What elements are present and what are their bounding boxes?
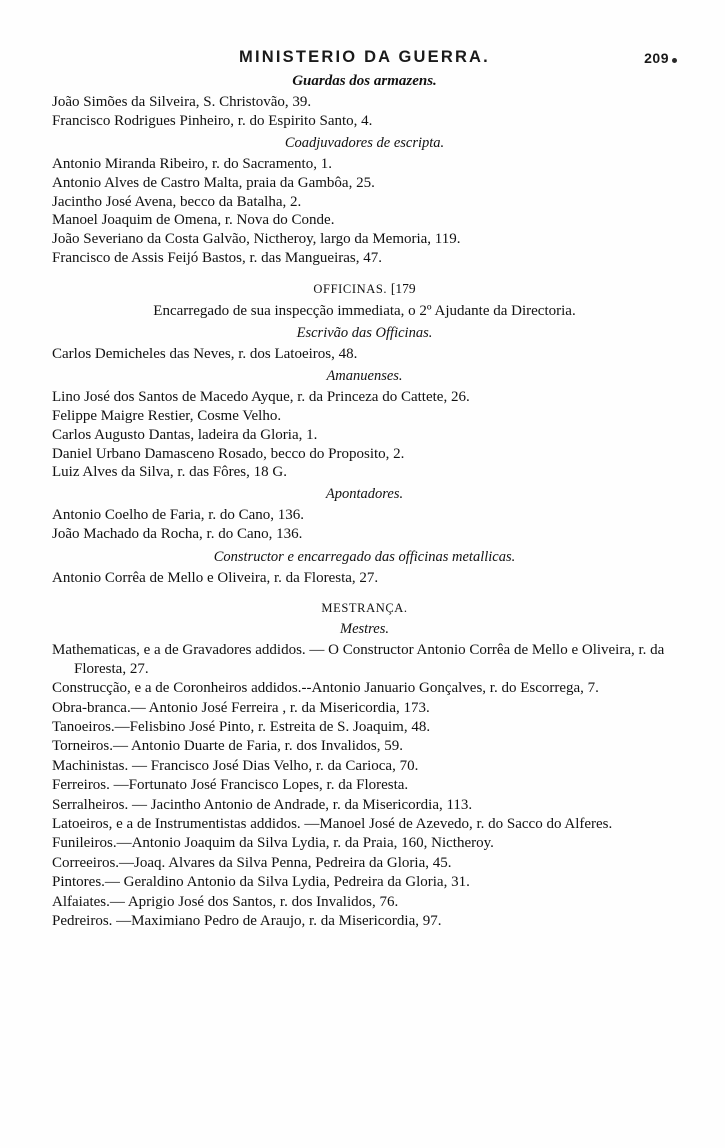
- list-item: Serralheiros. — Jacintho Antonio de Andrade, r. da Misericordia, 113.: [52, 796, 473, 813]
- header-title: MINISTERIO DA GUERRA.: [239, 48, 490, 66]
- list-item: Encarregado de sua inspecção immediata, o 2º Ajudante da Directoria.: [153, 303, 576, 320]
- list-item: Antonio Alves de Castro Malta, praia da Gambôa, 25.: [52, 174, 375, 191]
- list-item: Antonio Miranda Ribeiro, r. do Sacramento, 1.: [52, 155, 332, 172]
- list-item: Daniel Urbano Damasceno Rosado, becco do Proposito, 2.: [52, 445, 405, 462]
- ink-mark-icon: [672, 58, 677, 63]
- section-heading: Apontadores.: [325, 486, 404, 503]
- list-item: Felippe Maigre Restier, Cosme Velho.: [52, 407, 282, 424]
- section-heading: Escrivão das Officinas.: [296, 325, 433, 342]
- list-item: João Simões da Silveira, S. Christovão, 39.: [52, 94, 312, 110]
- list-item: Pintores.— Geraldino Antonio da Silva Lydia, Pedreira da Gloria, 31.: [52, 874, 470, 891]
- list-item: Latoeiros, e a de Instrumentistas addidos. —Manoel José de Azevedo, r. do Sacco do Alferes.: [52, 816, 613, 833]
- section-officinas: [52, 270, 677, 321]
- section-constructor-officinas-metallicas: [52, 549, 677, 588]
- list-item: Antonio Coelho de Faria, r. do Cano, 136.: [52, 507, 305, 524]
- section-amanuenses: [52, 368, 677, 482]
- list-item: Machinistas. — Francisco José Dias Velho, r. da Carioca, 70.: [52, 757, 419, 774]
- list-item: Lino José dos Santos de Macedo Ayque, r. da Princeza do Cattete, 26.: [52, 388, 470, 405]
- list-item: Tanoeiros.—Felisbino José Pinto, r. Estreita de S. Joaquim, 48.: [52, 719, 431, 736]
- list-item: Antonio Corrêa de Mello e Oliveira, r. da Floresta, 27.: [52, 570, 379, 587]
- list-item: Alfaiates.— Aprigio José dos Santos, r. dos Invalidos, 76.: [52, 893, 399, 910]
- list-item: Obra-branca.— Antonio José Ferreira , r. da Misericordia, 173.: [52, 699, 430, 716]
- section-mestranca: [52, 590, 677, 616]
- list-item: Carlos Augusto Dantas, ladeira da Gloria, 1.: [52, 426, 318, 443]
- page-content: [52, 48, 677, 933]
- list-item: João Severiano da Costa Galvão, Nictheroy, largo da Memoria, 119.: [52, 231, 461, 248]
- list-item: Construcção, e a de Coronheiros addidos.--Antonio Januario Gonçalves, r. do Escorrega, 7.: [52, 680, 599, 697]
- list-item: Ferreiros. —Fortunato José Francisco Lopes, r. da Floresta.: [52, 777, 409, 794]
- section-escrivao-das-officinas: [52, 325, 677, 364]
- list-item: Correeiros.—Joaq. Alvares da Silva Penna, Pedreira da Gloria, 45.: [52, 854, 452, 871]
- list-item: Luiz Alves da Silva, r. das Fôres, 18 G.: [52, 464, 287, 481]
- list-item: Torneiros.— Antonio Duarte de Faria, r. dos Invalidos, 59.: [52, 738, 403, 755]
- section-heading: Constructor e encarregado das officinas metallicas.: [213, 549, 516, 566]
- section-heading: Guardas dos armazens.: [292, 73, 437, 89]
- list-item: Funileiros.—Antonio Joaquim da Silva Lydia, r. da Praia, 160, Nictheroy.: [52, 835, 494, 852]
- list-item: Pedreiros. —Maximiano Pedro de Araujo, r. da Misericordia, 97.: [52, 913, 442, 929]
- section-mestres: [52, 621, 677, 931]
- section-heading: Amanuenses.: [326, 367, 403, 384]
- section-heading: Coadjuvadores de escripta.: [284, 134, 445, 151]
- list-item: João Machado da Rocha, r. do Cano, 136.: [52, 526, 303, 543]
- section-heading: Mestres.: [340, 621, 389, 638]
- list-item: Jacintho José Avena, becco da Batalha, 2.: [52, 193, 302, 210]
- list-item: Francisco de Assis Feijó Bastos, r. das Mangueiras, 47.: [52, 250, 382, 267]
- page-number: 209: [644, 50, 669, 66]
- list-item: Mathematicas, e a de Gravadores addidos. — O Constructor Antonio Corrêa de Mello e Oliveira, r. da Floresta, 27.: [52, 642, 665, 677]
- list-item: Francisco Rodrigues Pinheiro, r. do Espirito Santo, 4.: [52, 112, 373, 129]
- list-item: Carlos Demicheles das Neves, r. dos Latoeiros, 48.: [52, 346, 358, 363]
- section-heading: MESTRANÇA.: [321, 601, 408, 616]
- section-heading-row: [52, 281, 677, 297]
- section-coadjuvadores-de-escripta: [52, 135, 677, 268]
- section-apontadores: [52, 486, 677, 544]
- marginal-note: [179: [390, 281, 416, 297]
- list-item: Manoel Joaquim de Omena, r. Nova do Conde.: [52, 212, 335, 229]
- running-header: [52, 48, 677, 67]
- section-guardas-dos-armazens: [52, 73, 677, 131]
- section-heading: OFFICINAS.: [313, 282, 388, 297]
